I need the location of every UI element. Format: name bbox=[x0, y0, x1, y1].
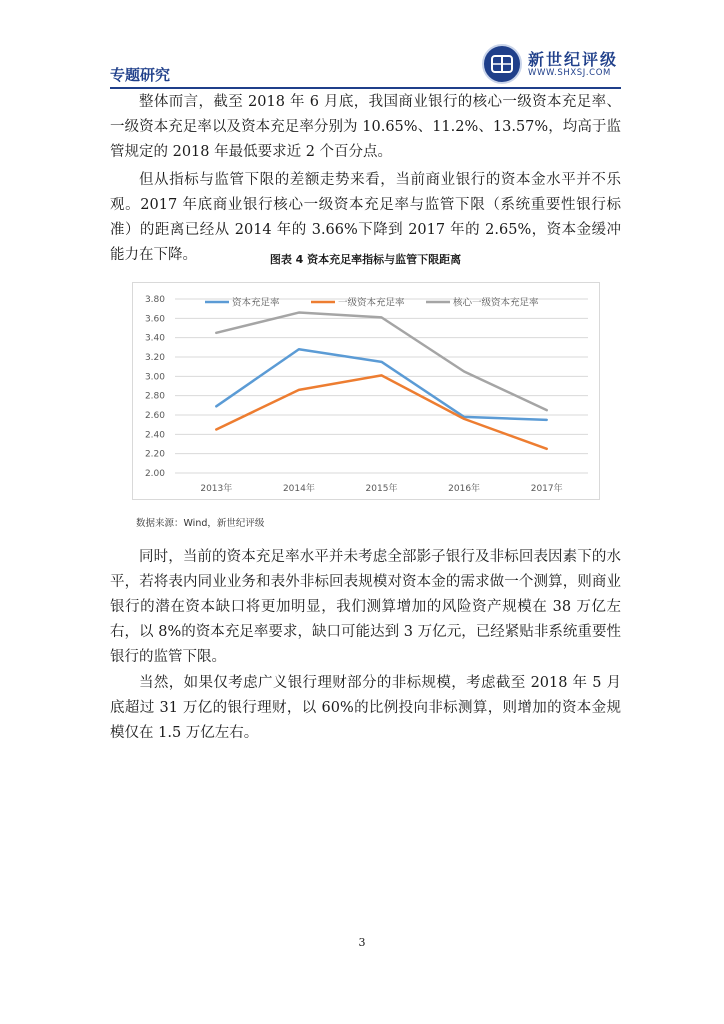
y-tick-label: 2.20 bbox=[144, 449, 165, 460]
paragraph-capital-gap: 同时，当前的资本充足率水平并未考虑全部影子银行及非标回表因素下的水平，若将表内同业业务和表外非标回表规模对资本金的需求做一个测算，则商业银行的潜在资本缺口将更加明显，我们测算增加的风险资产规模在 38 万亿左右，以 8%的资本充足率要求，缺口可能达到 3 万亿元，已经紧贴非系统重要性银行的监管下限。 bbox=[110, 549, 621, 665]
logo-url: WWW.SHXSJ.COM bbox=[528, 68, 611, 78]
line-chart bbox=[132, 282, 600, 500]
y-tick-label: 3.00 bbox=[144, 372, 165, 383]
y-tick-label: 2.80 bbox=[144, 391, 165, 402]
y-tick-label: 3.80 bbox=[144, 295, 165, 305]
y-tick-label: 2.00 bbox=[144, 469, 165, 479]
page-number: 3 bbox=[358, 936, 366, 949]
series-line-1 bbox=[216, 349, 546, 420]
paragraph-wealth-management: 当然，如果仅考虑广义银行理财部分的非标规模，考虑截至 2018 年 5 月底超过 31 万亿的银行理财，以 60%的比例投向非标测算，则增加的资本金规模仅在 1.5 万亿左右。 bbox=[110, 675, 621, 741]
y-tick-label: 3.20 bbox=[144, 353, 165, 363]
legend-label: 资本充足率 bbox=[232, 297, 280, 309]
legend-label: 核心一级资本充足率 bbox=[453, 297, 539, 309]
y-tick-label: 2.60 bbox=[144, 411, 165, 421]
logo-name: 新世纪评级 bbox=[528, 50, 619, 69]
y-tick-label: 3.40 bbox=[144, 333, 165, 344]
x-tick-label: 2013年 bbox=[200, 484, 233, 494]
x-tick-label: 2016年 bbox=[448, 484, 481, 494]
x-tick-label: 2015年 bbox=[365, 484, 398, 494]
paragraph-capital-ratios: 整体而言，截至 2018 年 6 月底，我国商业银行的核心一级资本充足率、一级资本充足率以及资本充足率分别为 10.65%、11.2%、13.57%，均高于监管规定的 2018 年最低要求近 2 个百分点。 bbox=[110, 94, 621, 160]
publisher-logo bbox=[482, 44, 624, 88]
x-tick-label: 2014年 bbox=[282, 484, 315, 494]
section-title: 专题研究 bbox=[110, 66, 171, 84]
legend-label: 一级资本充足率 bbox=[338, 297, 405, 309]
y-tick-label: 3.60 bbox=[144, 314, 165, 325]
paragraph-gap-trend: 但从指标与监管下限的差额走势来看，当前商业银行的资本金水平并不乐观。2017 年底商业银行核心一级资本充足率与监管下限（系统重要性银行标准）的距离已经从 2014 年的 3.66%下降到 2017 年的 2.65%，资本金缓冲能力在下降。 bbox=[110, 172, 621, 263]
logo-seal-icon bbox=[482, 44, 522, 84]
figure-title: 图表 4 资本充足率指标与监管下限距离 bbox=[269, 253, 462, 266]
y-tick-label: 2.40 bbox=[144, 430, 165, 441]
chart-canvas bbox=[133, 283, 599, 499]
x-tick-label: 2017年 bbox=[530, 484, 563, 494]
data-source-note: 数据来源：Wind，新世纪评级 bbox=[136, 518, 265, 529]
